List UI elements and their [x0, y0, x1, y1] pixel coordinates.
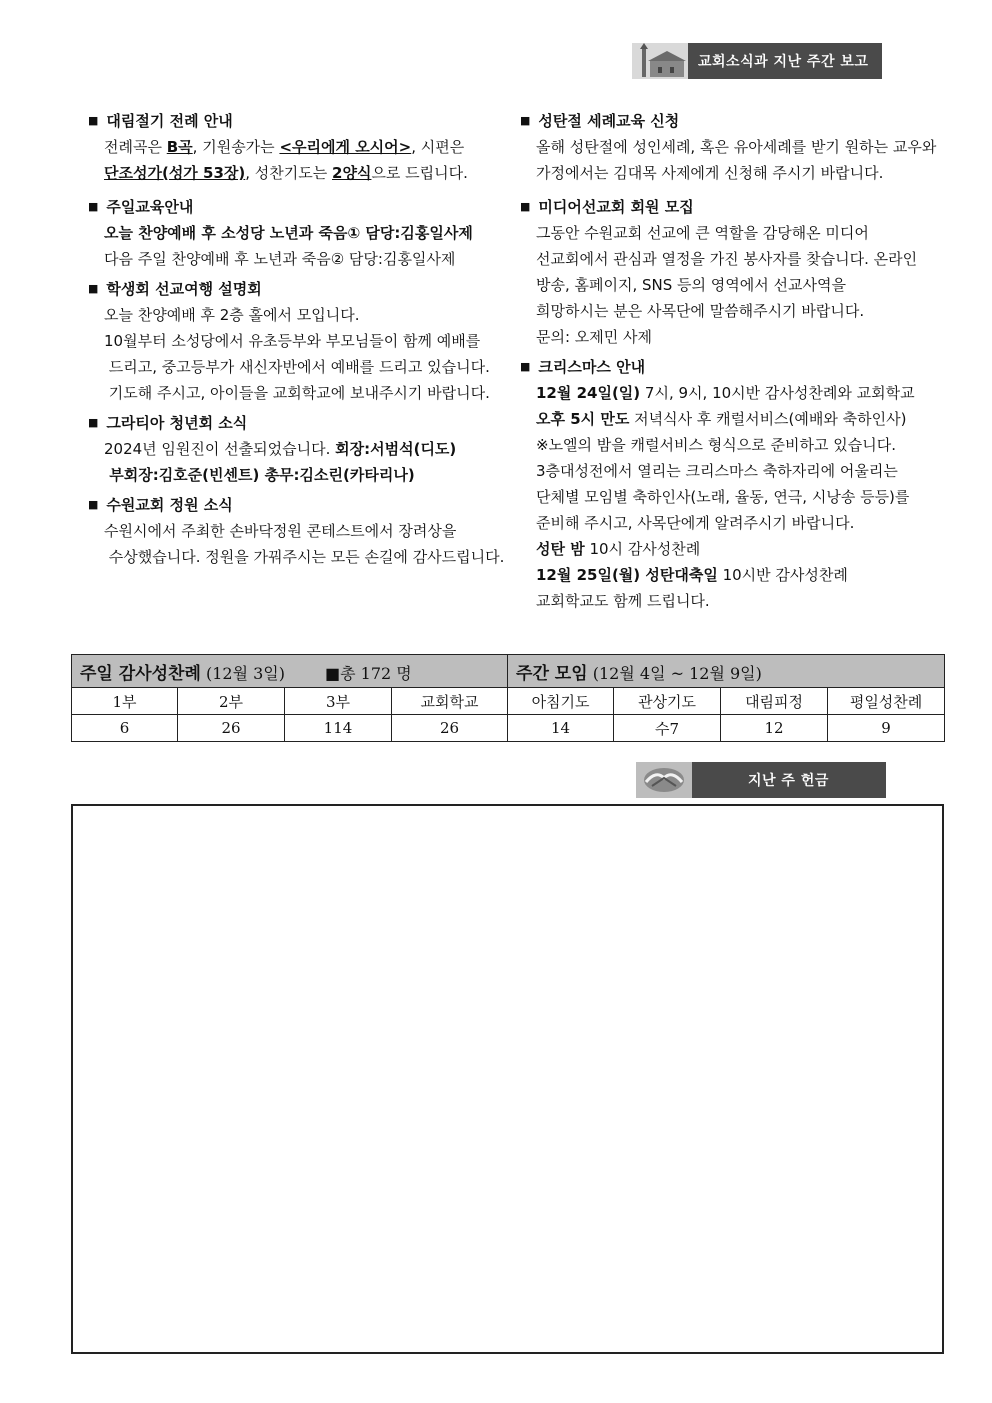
christmas-line-7 [536, 536, 950, 562]
baptism-line-1: 올해 성탄절에 성인세례, 혹은 유아세례를 받기 원하는 교우와 [536, 138, 937, 156]
bullet-square-icon: ■ [88, 416, 99, 429]
text: , 시편은 [411, 138, 465, 156]
youth-line-2: 부회장:김호준(빈센트) 총무:김소린(카타리나) [104, 466, 415, 484]
media-line-5: 문의: 오제민 사제 [536, 328, 653, 346]
column-label: 아침기도 [508, 688, 614, 715]
christmas-line-5: 단체별 모임별 축하인사(노래, 율동, 연극, 시낭송 등등)를 [536, 488, 910, 506]
column-value: 6 [72, 715, 178, 742]
baptism-heading: 성탄절 세례교육 신청 [538, 112, 680, 130]
sunday-edu-line-2: 다음 주일 찬양예배 후 노년과 죽음② 담당:김홍일사제 [104, 250, 456, 268]
garden-heading: 수원교회 정원 소식 [106, 496, 233, 514]
section-banner-news [632, 43, 882, 79]
text: <우리에게 오시어> [279, 138, 412, 156]
mission-line-4: 기도해 주시고, 아이들을 교회학교에 보내주시기 바랍니다. [104, 384, 490, 402]
christmas-line-2 [536, 406, 950, 432]
column-label: 3부 [285, 688, 392, 715]
christmas-line-8 [536, 562, 950, 588]
christmas-line-4: 3층대성전에서 열리는 크리스마스 축하자리에 어울리는 [536, 462, 898, 480]
sunday-edu-heading: 주일교육안내 [106, 198, 194, 216]
bullet-square-icon: ■ [88, 114, 99, 127]
handshake-icon [636, 762, 692, 798]
sunday-header-cell [72, 655, 508, 688]
bullet-square-icon: ■ [88, 282, 99, 295]
mission-line-2: 10월부터 소성당에서 유초등부와 부모님들이 함께 예배를 [104, 332, 481, 350]
sunday-education [88, 194, 508, 272]
garden-line-1: 수원시에서 주최한 손바닥정원 콘테스트에서 장려상을 [104, 522, 457, 540]
text: 12월 24일(일) [536, 384, 641, 402]
column-label: 교회학교 [392, 688, 508, 715]
column-label: 관상기도 [614, 688, 721, 715]
offering-banner-title: 지난 주 헌금 [748, 773, 829, 789]
media-line-3: 방송, 홈페이지, SNS 등의 영역에서 선교사역을 [536, 276, 846, 294]
advent-notice [88, 108, 508, 186]
right-column [520, 108, 950, 618]
bullet-square-icon: ■ [520, 114, 531, 127]
column-value: 26 [178, 715, 285, 742]
mission-line-3: 드리고, 중고등부가 새신자반에서 예배를 드리고 있습니다. [104, 358, 490, 376]
text: 성탄 밤 [536, 540, 585, 558]
left-column [88, 108, 508, 574]
column-value: 26 [392, 715, 508, 742]
text: 12월 25일(월) 성탄대축일 [536, 566, 718, 584]
column-label: 2부 [178, 688, 285, 715]
advent-line-1 [104, 134, 508, 160]
weekly-title: 주간 모임 [516, 663, 588, 684]
christmas-line-9: 교회학교도 함께 드립니다. [536, 592, 710, 610]
baptism-line-2: 가정에서는 김대목 사제에게 신청해 주시기 바랍니다. [536, 164, 884, 182]
christmas-line-6: 준비해 주시고, 사목단에게 알려주시기 바랍니다. [536, 514, 855, 532]
text: B곡 [166, 138, 193, 156]
text: 10시반 감사성찬례 [717, 566, 848, 584]
column-value: 114 [285, 715, 392, 742]
media-line-2: 선교회에서 관심과 열정을 가진 봉사자를 찾습니다. 온라인 [536, 250, 918, 268]
advent-heading: 대림절기 전례 안내 [106, 112, 233, 130]
column-value: 수7 [614, 715, 721, 742]
mission-trip [88, 276, 508, 406]
youth-line-1 [104, 436, 508, 462]
text: 2양식 [332, 164, 372, 182]
baptism-education [520, 108, 950, 186]
table-value-row [72, 715, 945, 742]
text: , 성찬기도는 [245, 164, 333, 182]
offering-content-box [71, 804, 944, 1354]
weekly-date: (12월 4일 ~ 12월 9일) [587, 663, 762, 683]
sunday-title: 주일 감사성찬례 [80, 663, 201, 684]
column-value: 12 [721, 715, 828, 742]
media-heading: 미디어선교회 회원 모집 [538, 198, 694, 216]
weekly-header-cell [508, 655, 945, 688]
sunday-edu-line-1: 오늘 찬양예배 후 소성당 노년과 죽음① 담당:김홍일사제 [104, 224, 473, 242]
text: 단조성가(성가 53장) [104, 164, 246, 182]
column-value: 9 [828, 715, 945, 742]
media-line-4: 희망하시는 분은 사목단에 말씀해주시기 바랍니다. [536, 302, 865, 320]
text: 2024년 임원진이 선출되었습니다. [104, 440, 336, 458]
mission-heading: 학생회 선교여행 설명회 [106, 280, 262, 298]
christmas-heading: 크리스마스 안내 [538, 358, 646, 376]
christmas-notice [520, 354, 950, 614]
table-header-row [72, 655, 945, 688]
media-line-1: 그동안 수원교회 선교에 큰 역할을 감당해온 미디어 [536, 224, 869, 242]
christmas-line-1 [536, 380, 950, 406]
column-value: 14 [508, 715, 614, 742]
christmas-line-3: ※노엘의 밤을 캐럴서비스 형식으로 준비하고 있습니다. [536, 436, 896, 454]
text: 으로 드립니다. [371, 164, 468, 182]
column-label: 평일성찬례 [828, 688, 945, 715]
garden-news [88, 492, 508, 570]
text: 전례곡은 [104, 138, 167, 156]
sunday-total: ■총 172 명 [324, 663, 412, 683]
attendance-table [71, 654, 945, 742]
youth-heading: 그라티아 청년회 소식 [106, 414, 248, 432]
media-mission [520, 194, 950, 350]
bullet-square-icon: ■ [520, 360, 531, 373]
church-building-icon [632, 43, 688, 79]
text: 회장:서범석(디도) [335, 440, 457, 458]
garden-line-2: 수상했습니다. 정원을 가꿔주시는 모든 손길에 감사드립니다. [104, 548, 505, 566]
text: 7시, 9시, 10시반 감사성찬례와 교회학교 [640, 384, 915, 402]
bullet-square-icon: ■ [520, 200, 531, 213]
banner-title: 교회소식과 지난 주간 보고 [698, 54, 869, 70]
bullet-square-icon: ■ [88, 498, 99, 511]
text: 오후 5시 만도 [536, 410, 630, 428]
section-banner-offering [636, 762, 886, 798]
bullet-square-icon: ■ [88, 200, 99, 213]
text: 저녁식사 후 캐럴서비스(예배와 축하인사) [629, 410, 907, 428]
text: 10시 감사성찬례 [584, 540, 701, 558]
text: , 기원송가는 [192, 138, 280, 156]
sunday-date: (12월 3일) [200, 663, 285, 683]
advent-line-2 [104, 160, 508, 186]
mission-line-1: 오늘 찬양예배 후 2층 홀에서 모입니다. [104, 306, 360, 324]
youth-news [88, 410, 508, 488]
column-label: 1부 [72, 688, 178, 715]
table-label-row [72, 688, 945, 715]
column-label: 대림피정 [721, 688, 828, 715]
